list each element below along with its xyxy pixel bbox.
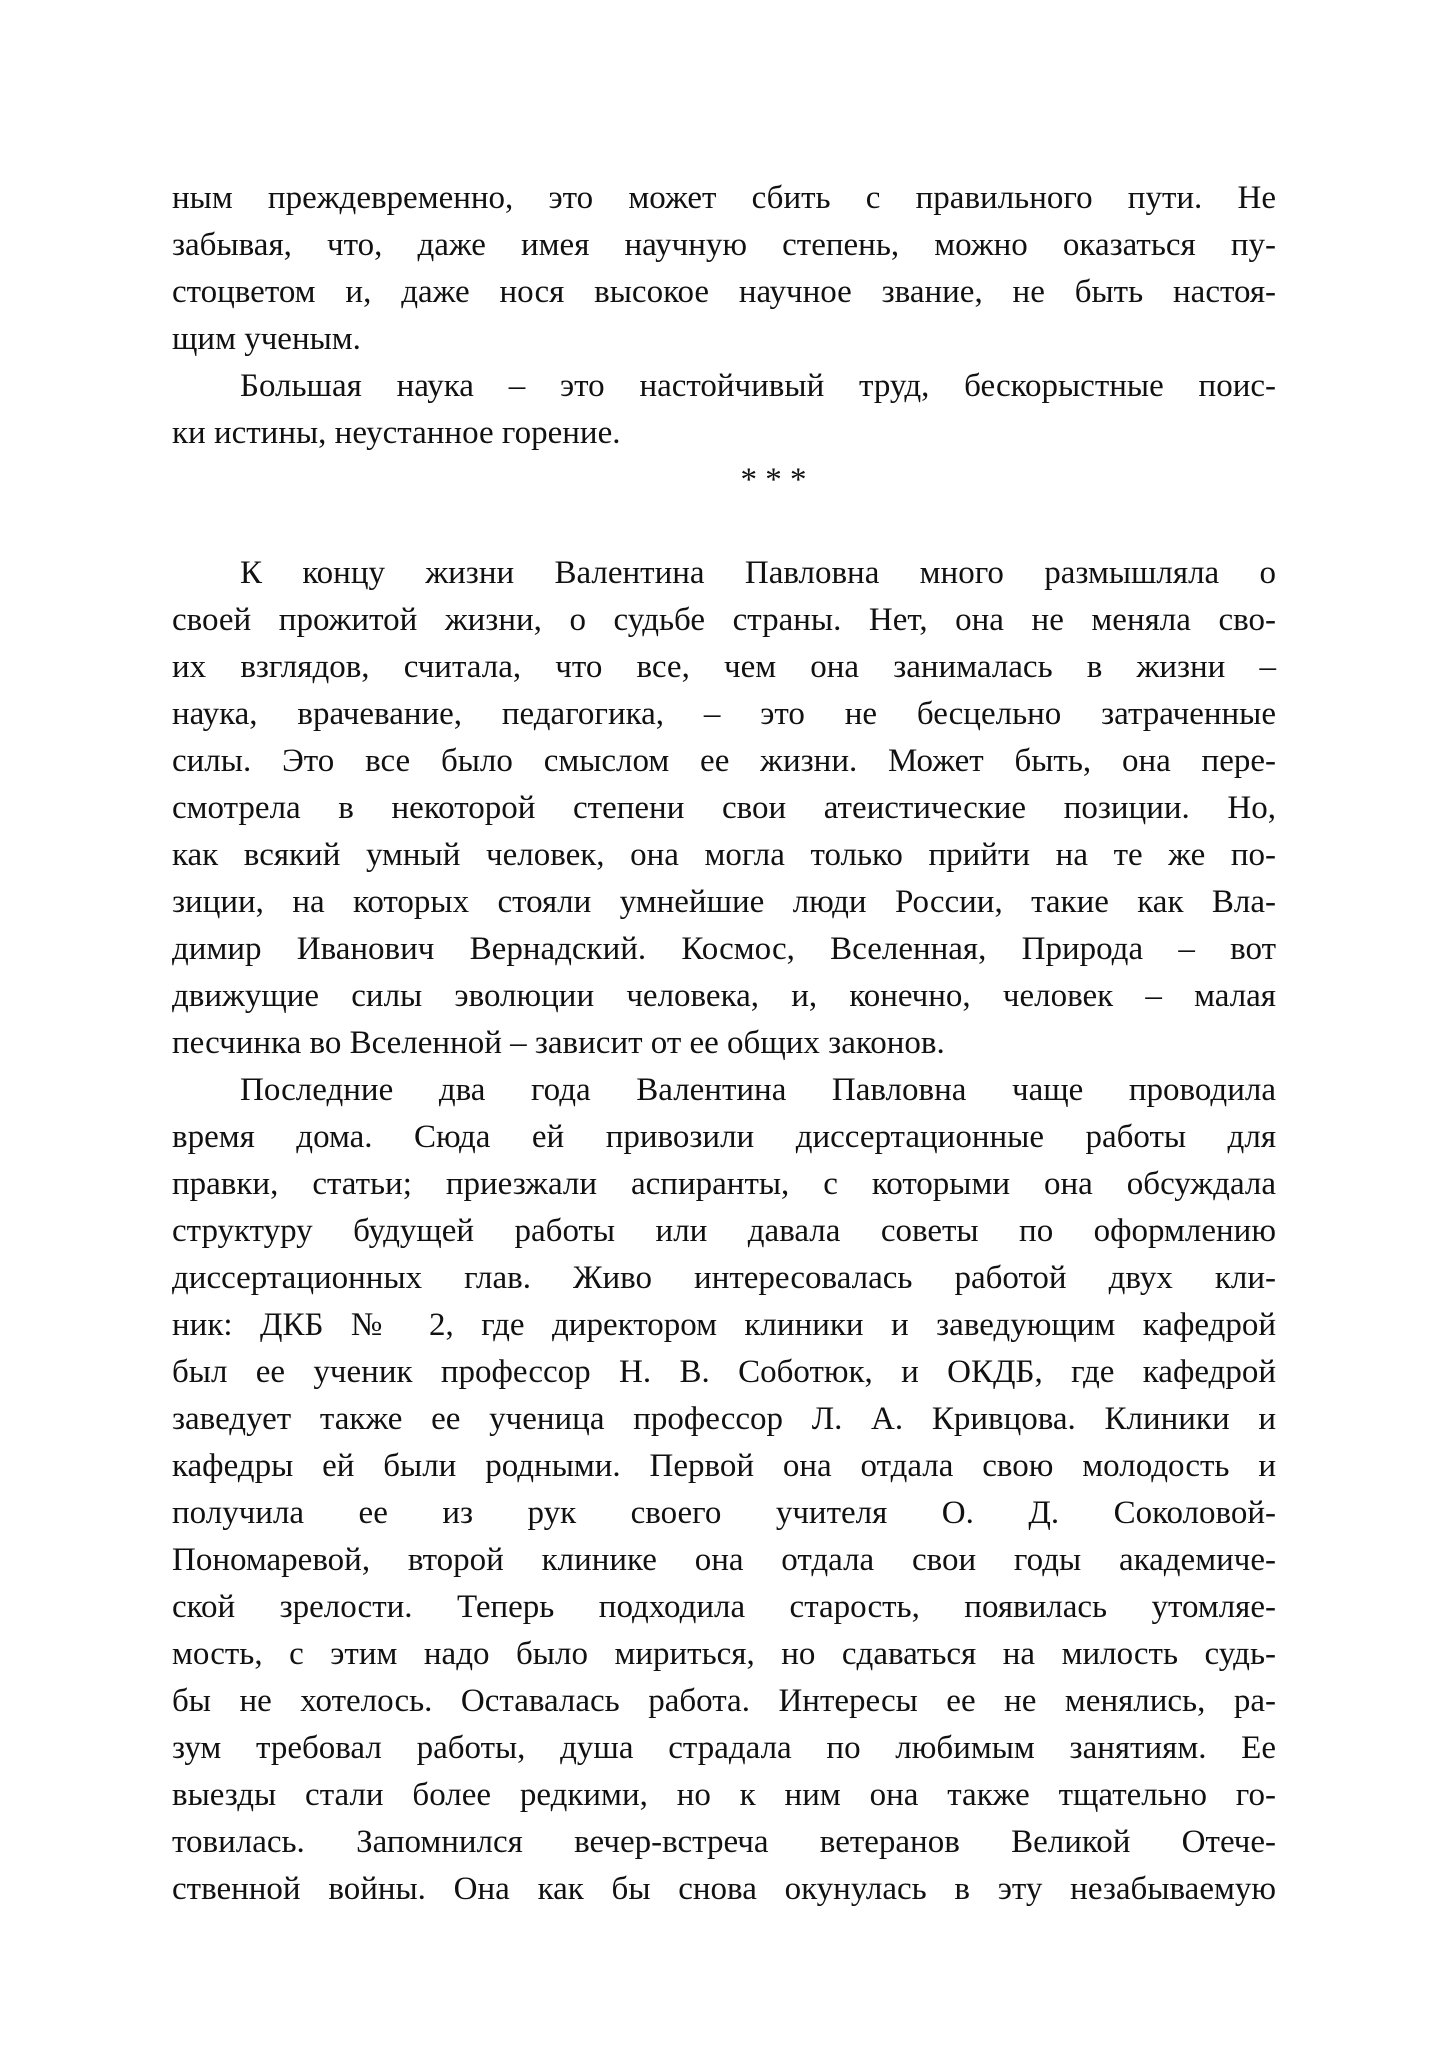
text-line: был ее ученик профессор Н. В. Соботюк, и ОКДБ, где кафедрой: [172, 1354, 1276, 1390]
text-line: бы не хотелось. Оставалась работа. Интересы ее не менялись, ра-: [172, 1683, 1276, 1719]
text-line: стоцветом и, даже нося высокое научное звание, не быть настоя-: [172, 274, 1276, 310]
text-line: силы. Это все было смыслом ее жизни. Может быть, она пере-: [172, 743, 1276, 779]
text-line: ник: ДКБ № 2, где директором клиники и заведующим кафедрой: [172, 1307, 1276, 1343]
text-line: Пономаревой, второй клинике она отдала свои годы академиче-: [172, 1542, 1276, 1578]
text-line: щим ученым.: [172, 321, 361, 357]
text-line: ным преждевременно, это может сбить с правильного пути. Не: [172, 180, 1276, 216]
text-line: получила ее из рук своего учителя О. Д. Соколовой-: [172, 1495, 1276, 1531]
text-line: ственной войны. Она как бы снова окунулась в эту незабываемую: [172, 1871, 1276, 1907]
text-line: их взглядов, считала, что все, чем она занималась в жизни –: [172, 649, 1276, 685]
section-separator: * * *: [740, 462, 807, 498]
text-line: выезды стали более редкими, но к ним она также тщательно го-: [172, 1777, 1276, 1813]
text-line: димир Иванович Вернадский. Космос, Вселенная, Природа – вот: [172, 931, 1276, 967]
text-line: ской зрелости. Теперь подходила старость, появилась утомляе-: [172, 1589, 1276, 1625]
text-line: зум требовал работы, душа страдала по любимым занятиям. Ее: [172, 1730, 1276, 1766]
text-line: песчинка во Вселенной – зависит от ее общих законов.: [172, 1025, 945, 1061]
text-line: товилась. Запомнился вечер-встреча ветеранов Великой Отече-: [172, 1824, 1276, 1860]
text-line: зиции, на которых стояли умнейшие люди России, такие как Вла-: [172, 884, 1276, 920]
text-line: своей прожитой жизни, о судьбе страны. Нет, она не меняла сво-: [172, 602, 1276, 638]
text-block-main: [172, 550, 1276, 1913]
text-line: забывая, что, даже имея научную степень, можно оказаться пу-: [172, 227, 1276, 263]
text-line: движущие силы эволюции человека, и, конечно, человек – малая: [172, 978, 1276, 1014]
text-line: наука, врачевание, педагогика, – это не бесцельно затраченные: [172, 696, 1276, 732]
text-line: структуру будущей работы или давала советы по оформлению: [172, 1213, 1276, 1249]
text-line: как всякий умный человек, она могла только прийти на те же по-: [172, 837, 1276, 873]
text-line: ки истины, неустанное горение.: [172, 415, 621, 451]
text-line: диссертационных глав. Живо интересовалась работой двух кли-: [172, 1260, 1276, 1296]
text-line: Последние два года Валентина Павловна чаще проводила: [240, 1072, 1276, 1108]
text-line: К концу жизни Валентина Павловна много размышляла о: [240, 555, 1276, 591]
text-line: правки, статьи; приезжали аспиранты, с которыми она обсуждала: [172, 1166, 1276, 1202]
text-line: кафедры ей были родными. Первой она отдала свою молодость и: [172, 1448, 1276, 1484]
text-line: время дома. Сюда ей привозили диссертационные работы для: [172, 1119, 1276, 1155]
text-block-top: [172, 175, 1276, 457]
text-line: заведует также ее ученица профессор Л. А. Кривцова. Клиники и: [172, 1401, 1276, 1437]
text-line: смотрела в некоторой степени свои атеистические позиции. Но,: [172, 790, 1276, 826]
text-line: Большая наука – это настойчивый труд, бескорыстные поис-: [240, 368, 1276, 404]
text-line: мость, с этим надо было мириться, но сдаваться на милость судь-: [172, 1636, 1276, 1672]
